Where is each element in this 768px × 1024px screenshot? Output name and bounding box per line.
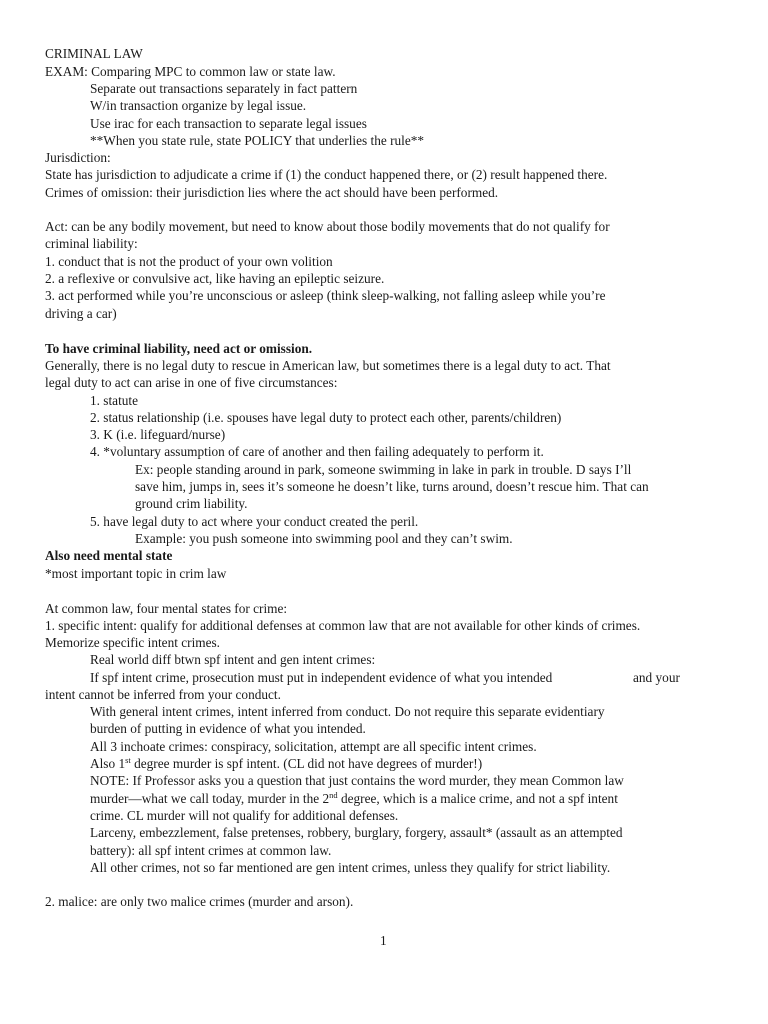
duty-item: 2. status relationship (i.e. spouses have legal duty to protect each other, parents/children) xyxy=(90,410,562,425)
act-line: criminal liability: xyxy=(45,236,138,251)
duty-line: Generally, there is no legal duty to rescue in American law, but sometimes there is a legal duty to act. That xyxy=(45,358,611,373)
spf-line: If spf intent crime, prosecution must put in independent evidence of what you intended xyxy=(90,670,553,685)
jurisdiction-heading: Jurisdiction: xyxy=(45,150,111,165)
exam-item: Separate out transactions separately in fact pattern xyxy=(90,81,358,96)
first-degree-text: Also 1 xyxy=(90,756,126,771)
first-degree-sup: st xyxy=(125,755,131,765)
act-item: 3. act performed while you’re unconscious or asleep (think sleep-walking, not falling asleep while you’re xyxy=(45,288,606,303)
note-line xyxy=(90,790,618,807)
duty-example: save him, jumps in, sees it’s someone he doesn’t like, turns around, doesn’t rescue him. That can xyxy=(135,479,649,494)
note-line: NOTE: If Professor asks you a question that just contains the word murder, they mean Common law xyxy=(90,773,624,788)
act-item: 2. a reflexive or convulsive act, like having an epileptic seizure. xyxy=(45,271,385,286)
doc-title: CRIMINAL LAW xyxy=(45,46,143,61)
larceny-line: Larceny, embezzlement, false pretenses, robbery, burglary, forgery, assault* (assault as an attempted xyxy=(90,825,623,840)
exam-item: Use irac for each transaction to separate legal issues xyxy=(90,116,367,131)
jurisdiction-line: Crimes of omission: their jurisdiction lies where the act should have been performed. xyxy=(45,185,499,200)
spf-line-end: and your xyxy=(633,670,680,685)
note-text: murder—what we call today, murder in the 2 xyxy=(90,791,330,806)
duty-example: Example: you push someone into swimming pool and they can’t swim. xyxy=(135,531,513,546)
specific-line: Memorize specific intent crimes. xyxy=(45,635,221,650)
act-line: Act: can be any bodily movement, but need to know about those bodily movements that do not qualify for xyxy=(45,219,610,234)
duty-item: 1. statute xyxy=(90,393,139,408)
duty-line: legal duty to act can arise in one of five circumstances: xyxy=(45,375,338,390)
duty-example: Ex: people standing around in park, someone swimming in lake in park in trouble. D says I’ll xyxy=(135,462,632,477)
liability-heading: To have criminal liability, need act or omission. xyxy=(45,341,313,356)
note-sup: nd xyxy=(329,790,338,800)
duty-item: 3. K (i.e. lifeguard/nurse) xyxy=(90,427,226,442)
inchoate-line: All 3 inchoate crimes: conspiracy, solicitation, attempt are all specific intent crimes. xyxy=(90,739,537,754)
exam-item: **When you state rule, state POLICY that underlies the rule** xyxy=(90,133,425,148)
jurisdiction-line: State has jurisdiction to adjudicate a crime if (1) the conduct happened there, or (2) result happened there. xyxy=(45,167,608,182)
note-line: crime. CL murder will not qualify for additional defenses. xyxy=(90,808,399,823)
act-item: 1. conduct that is not the product of your own volition xyxy=(45,254,333,269)
note-text: degree, which is a malice crime, and not a spf intent xyxy=(337,791,618,806)
larceny-line: battery): all spf intent crimes at common law. xyxy=(90,843,332,858)
first-degree-text: degree murder is spf intent. (CL did not have degrees of murder!) xyxy=(130,756,483,771)
specific-line: 1. specific intent: qualify for additional defenses at common law that are not available for other kinds of crimes. xyxy=(45,618,641,633)
spf-line: intent cannot be inferred from your conduct. xyxy=(45,687,281,702)
gen-line: With general intent crimes, intent inferred from conduct. Do not require this separate evidentiary xyxy=(90,704,605,719)
cl-heading: At common law, four mental states for crime: xyxy=(45,601,288,616)
duty-example: ground crim liability. xyxy=(135,496,248,511)
malice-line: 2. malice: are only two malice crimes (murder and arson). xyxy=(45,894,354,909)
duty-item: 4. *voluntary assumption of care of another and then failing adequately to perform it. xyxy=(90,444,544,459)
duty-item: 5. have legal duty to act where your conduct created the peril. xyxy=(90,514,419,529)
gen-line: burden of putting in evidence of what you intended. xyxy=(90,721,366,736)
others-line: All other crimes, not so far mentioned are gen intent crimes, unless they qualify for strict liability. xyxy=(90,860,611,875)
page-number: 1 xyxy=(380,933,387,948)
first-degree-line xyxy=(90,755,482,772)
exam-item: W/in transaction organize by legal issue. xyxy=(90,98,307,113)
rw-diff-line: Real world diff btwn spf intent and gen intent crimes: xyxy=(90,652,376,667)
exam-line: EXAM: Comparing MPC to common law or state law. xyxy=(45,64,336,79)
mental-heading: Also need mental state xyxy=(45,548,173,563)
act-item: driving a car) xyxy=(45,306,117,321)
mental-note: *most important topic in crim law xyxy=(45,566,227,581)
